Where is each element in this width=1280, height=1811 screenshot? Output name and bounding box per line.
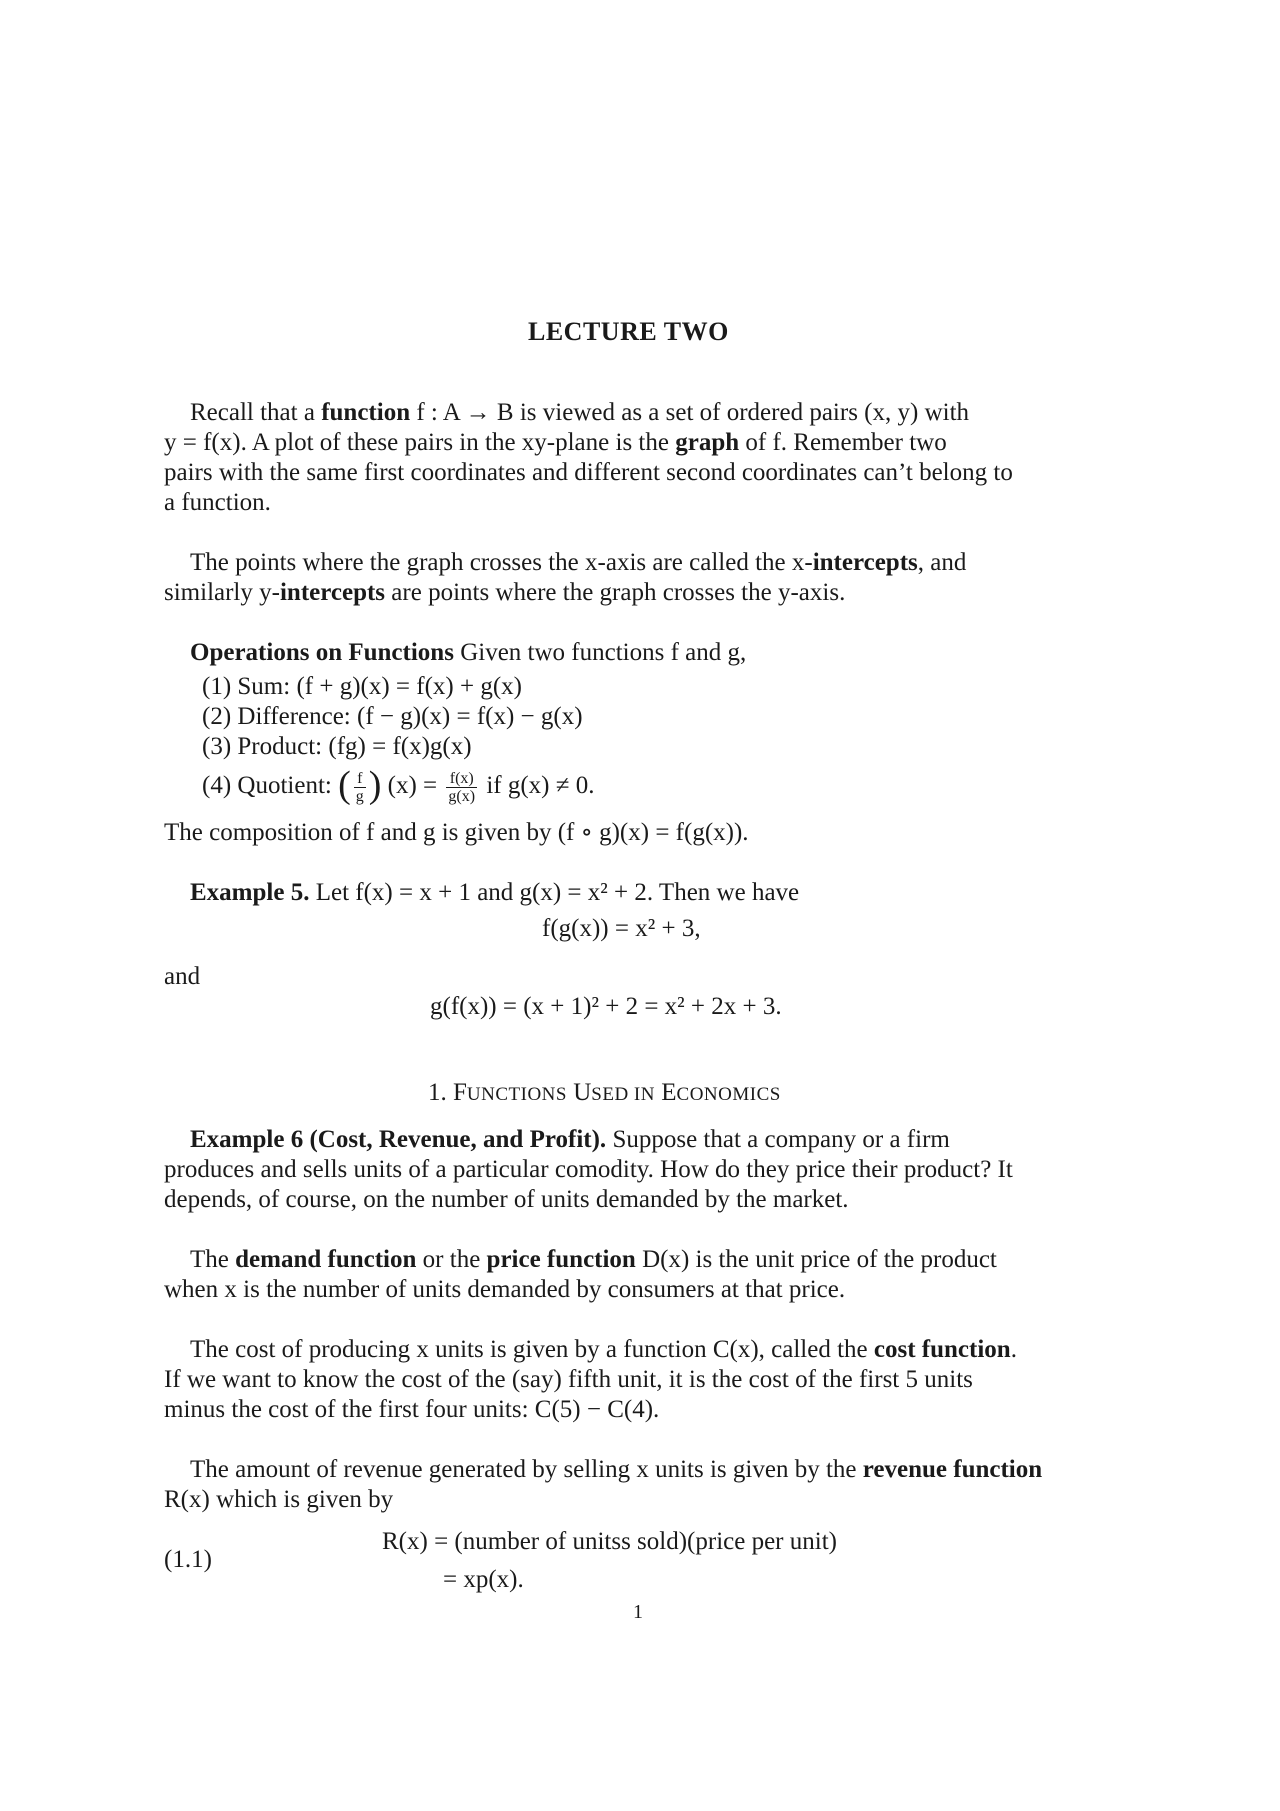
intercepts-line-2: similarly y-intercepts are points where the graph crosses the y-axis. xyxy=(164,579,846,606)
example-6-line-3: depends, of course, on the number of units demanded by the market. xyxy=(164,1186,849,1213)
revenue-line-1: The amount of revenue generated by selling x units is given by the revenue function xyxy=(190,1456,1043,1483)
equation-label: (1.1) xyxy=(164,1546,212,1573)
cost-line-1: The cost of producing x units is given by a function C(x), called the cost function. xyxy=(190,1336,1017,1363)
lecture-title: LECTURE TWO xyxy=(528,317,729,346)
intro-line-1: Recall that a function f : A → B is viewed as a set of ordered pairs (x, y) with xyxy=(190,399,970,426)
example-5-equation-2: g(f(x)) = (x + 1)² + 2 = x² + 2x + 3. xyxy=(430,993,782,1020)
composition-line: The composition of f and g is given by (f ∘ g)(x) = f(g(x)). xyxy=(164,819,749,846)
page-number: 1 xyxy=(633,1601,643,1623)
operation-product: (3) Product: (fg) = f(x)g(x) xyxy=(202,733,472,760)
operations-heading: Operations on Functions Given two functions f and g, xyxy=(190,639,747,666)
example-6-line-1: Example 6 (Cost, Revenue, and Profit). Suppose that a company or a firm xyxy=(190,1126,950,1153)
inner-fraction: $\frac{f}{g}$ xyxy=(355,770,364,805)
intro-line-3: pairs with the same first coordinates and different second coordinates can’t belong to xyxy=(164,459,1013,486)
operation-difference: (2) Difference: (f − g)(x) = f(x) − g(x) xyxy=(202,703,583,730)
intro-line-4: a function. xyxy=(164,489,271,516)
cost-line-3: minus the cost of the first four units: C(5) − C(4). xyxy=(164,1396,660,1423)
demand-line-1: The demand function or the price function D(x) is the unit price of the product xyxy=(190,1246,997,1273)
intro-line-2: y = f(x). A plot of these pairs in the xy-plane is the graph of f. Remember two xyxy=(164,429,947,456)
intercepts-line-1: The points where the graph crosses the x-axis are called the x-intercepts, and xyxy=(190,549,967,576)
operation-quotient: (4) Quotient: ( $\frac{f}{g}$ ) (x) = $\frac{f(x)}{g(x)}$ if g(x) ≠ 0. xyxy=(202,764,595,807)
section-heading: 1. FUNCTIONS USED IN ECONOMICS xyxy=(428,1079,781,1106)
cost-line-2: If we want to know the cost of the (say) fifth unit, it is the cost of the first 5 units xyxy=(164,1366,973,1393)
demand-line-2: when x is the number of units demanded by consumers at that price. xyxy=(164,1276,846,1303)
equation-line-2: = xp(x). xyxy=(443,1566,524,1593)
example-5-intro: Example 5. Let f(x) = x + 1 and g(x) = x² + 2. Then we have xyxy=(190,879,800,906)
revenue-line-2: R(x) which is given by xyxy=(164,1486,394,1513)
equation-line-1: R(x) = (number of unitss sold)(price per unit) xyxy=(382,1528,837,1555)
operation-sum: (1) Sum: (f + g)(x) = f(x) + g(x) xyxy=(202,673,522,700)
example-6-line-2: produces and sells units of a particular comodity. How do they price their product? It xyxy=(164,1156,1013,1183)
quotient-fraction: $\frac{f(x)}{g(x)}$ xyxy=(448,770,476,805)
example-5-equation-1: f(g(x)) = x² + 3, xyxy=(542,915,701,942)
example-5-and: and xyxy=(164,963,201,990)
